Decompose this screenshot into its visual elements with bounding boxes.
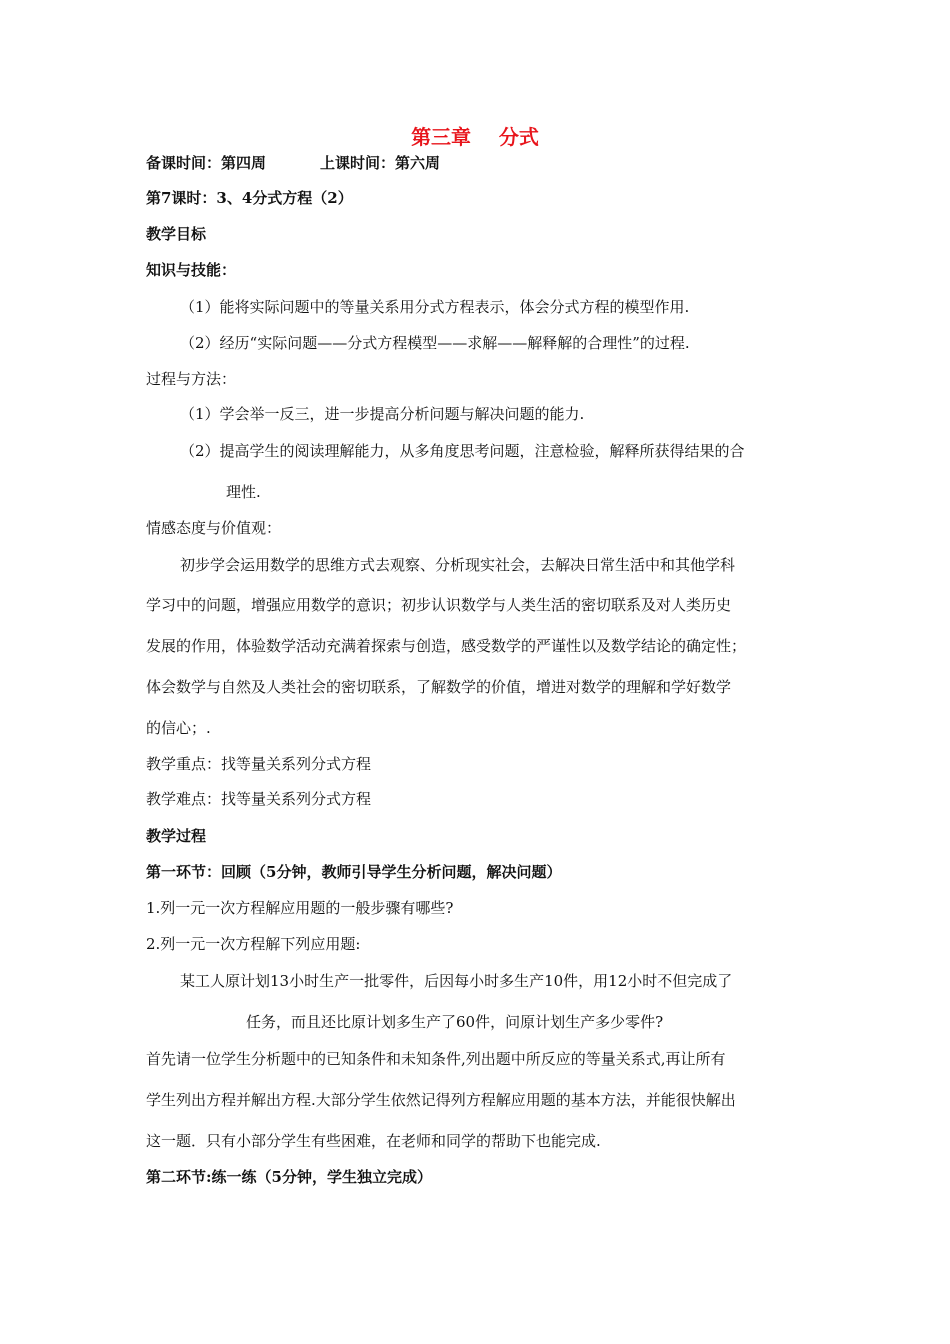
knowledge-heading: 知识与技能： <box>146 261 237 279</box>
emotion-paragraph-line-4: 体会数学与自然及人类社会的密切联系，了解数学的价值，增进对数学的理解和学好数学 <box>146 678 732 696</box>
process-method-item-1: （1）学会举一反三，进一步提高分析问题与解决问题的能力. <box>180 405 585 423</box>
problem-line-2: 任务，而且还比原计划多生产了60件，问原计划生产多少零件? <box>246 1013 664 1031</box>
teaching-process-heading: 教学过程 <box>146 827 207 845</box>
process-method-item-2: （2）提高学生的阅读理解能力，从多角度思考问题，注意检验，解释所获得结果的合 <box>180 442 745 460</box>
knowledge-item-2: （2）经历“实际问题——分式方程模型——求解——解释解的合理性”的过程. <box>180 334 690 352</box>
section-2-heading: 第二环节:练一练（5分钟，学生独立完成） <box>146 1168 432 1186</box>
process-method-item-2-cont: 理性. <box>226 483 261 501</box>
question-1: 1.列一元一次方程解应用题的一般步骤有哪些? <box>146 899 454 917</box>
emotion-paragraph-line-1: 初步学会运用数学的思维方式去观察、分析现实社会，去解决日常生活中和其他学科 <box>180 556 736 574</box>
teaching-focus: 教学重点：找等量关系列分式方程 <box>146 755 372 773</box>
analysis-line-2: 学生列出方程并解出方程.大部分学生依然记得列方程解应用题的基本方法，并能很快解出 <box>146 1091 736 1109</box>
prep-time: 备课时间：第四周 <box>146 154 267 172</box>
section-1-heading: 第一环节：回顾（5分钟，教师引导学生分析问题，解决问题） <box>146 863 562 881</box>
analysis-line-3: 这一题．只有小部分学生有些困难，在老师和同学的帮助下也能完成. <box>146 1132 601 1150</box>
analysis-line-1: 首先请一位学生分析题中的已知条件和未知条件,列出题中所反应的等量关系式,再让所有 <box>146 1050 726 1068</box>
emotion-paragraph-line-5: 的信心；. <box>146 719 211 737</box>
chapter-title: 第三章 分式 <box>411 125 539 149</box>
objectives-heading: 教学目标 <box>146 225 207 243</box>
question-2: 2.列一元一次方程解下列应用题: <box>146 935 361 953</box>
emotion-heading: 情感态度与价值观： <box>146 519 282 537</box>
emotion-paragraph-line-3: 发展的作用，体验数学活动充满着探索与创造，感受数学的严谨性以及数学结论的确定性； <box>146 637 747 655</box>
lesson-title: 第7课时：3、4分式方程（2） <box>146 189 353 207</box>
emotion-paragraph-line-2: 学习中的问题，增强应用数学的意识；初步认识数学与人类生活的密切联系及对人类历史 <box>146 596 732 614</box>
problem-line-1: 某工人原计划13小时生产一批零件，后因每小时多生产10件，用12小时不但完成了 <box>180 972 733 990</box>
knowledge-item-1: （1）能将实际问题中的等量关系用分式方程表示，体会分式方程的模型作用. <box>180 298 690 316</box>
teaching-difficulty: 教学难点：找等量关系列分式方程 <box>146 790 372 808</box>
process-method-heading: 过程与方法： <box>146 370 237 388</box>
class-time: 上课时间：第六周 <box>320 154 441 172</box>
